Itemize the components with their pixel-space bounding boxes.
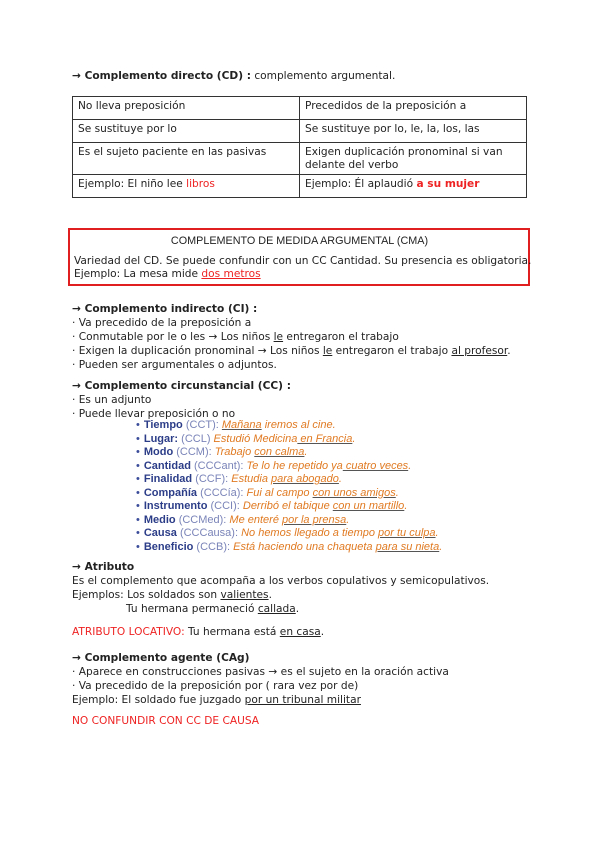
atributo-underlined: callada	[257, 602, 296, 615]
list-item	[136, 433, 536, 447]
cma-line-1: Variedad del CD. Se puede confundir con un CC Cantidad. Su presencia es obligatoria.	[74, 255, 532, 268]
list-item	[136, 473, 536, 487]
cma-body	[74, 255, 532, 281]
atributo-locativo-text: Tu hermana está	[184, 626, 280, 638]
table-cell: Es el sujeto paciente en las pasivas	[73, 143, 300, 175]
cc-example: Fui al campo	[246, 486, 313, 499]
cc-type-name: Cantidad	[143, 459, 191, 472]
cc-example: .	[435, 527, 439, 539]
cc-type-name: Modo	[143, 446, 174, 458]
table-cell-example	[73, 175, 300, 198]
bullet-icon: •	[136, 459, 140, 472]
cc-type-abbr: (CCCía):	[197, 486, 247, 499]
ci-underlined: le	[322, 344, 333, 357]
atributo-line-1: Es el complemento que acompaña a los verbos copulativos y semicopulativos.	[72, 574, 490, 587]
cag-line-2: · Va precedido de la preposición por ( rara vez por de)	[72, 679, 359, 692]
ci-section	[72, 303, 542, 373]
cc-type-name: Compañía	[143, 486, 198, 499]
cma-example-highlight: dos metros	[201, 268, 261, 281]
ci-line-4: · Pueden ser argumentales o adjuntos.	[72, 358, 277, 371]
cc-example-underlined: para su nieta	[375, 540, 440, 553]
cc-example-underlined: con calma	[254, 446, 305, 458]
atributo-text: .	[295, 602, 300, 615]
cc-example: Trabajo	[214, 446, 255, 458]
cc-type-abbr: (CCL)	[178, 432, 214, 445]
example-prefix: Ejemplo: Él aplaudió	[305, 178, 417, 191]
table-cell: Se sustituye por lo, le, la, los, las	[300, 120, 527, 143]
cc-example-underlined: por la prensa	[282, 513, 347, 526]
ci-text: entregaron el trabajo	[332, 344, 452, 357]
cag-line-3	[72, 694, 542, 708]
cd-heading	[72, 70, 542, 84]
cc-example-underlined: Mañana	[221, 419, 262, 431]
cc-type-name: Beneficio	[143, 540, 194, 553]
cc-example-underlined: por tu culpa	[378, 527, 436, 539]
atributo-locativo-underlined: en casa	[279, 626, 321, 638]
table-row	[73, 175, 527, 198]
ci-line-2	[72, 331, 542, 345]
cma-line-2	[74, 268, 525, 281]
cc-heading: → Complemento circunstancial (CC) :	[72, 380, 291, 392]
cc-type-abbr: (CCCausa):	[176, 527, 242, 539]
bullet-icon: •	[136, 473, 140, 485]
cc-example-underlined: para abogado	[271, 473, 339, 485]
bullet-icon: •	[136, 432, 140, 445]
atributo-text: .	[268, 588, 272, 601]
cag-section	[72, 652, 542, 708]
bullet-icon: •	[136, 486, 140, 499]
list-item	[136, 460, 536, 474]
cc-example: .	[304, 446, 308, 458]
table-cell-example	[300, 175, 527, 198]
table-row	[73, 120, 527, 143]
bullet-icon: •	[136, 540, 140, 553]
atributo-locativo-text: .	[320, 626, 325, 638]
cc-example: .	[404, 500, 408, 512]
cc-type-name: Tiempo	[143, 419, 183, 431]
cc-type-name: Lugar:	[143, 432, 179, 445]
atributo-line-3	[72, 603, 542, 617]
table-row	[73, 97, 527, 120]
cc-example: No hemos llegado a tiempo	[241, 527, 379, 539]
atributo-text: Ejemplos: Los soldados son	[72, 588, 221, 601]
atributo-heading: → Atributo	[72, 561, 135, 573]
cc-example: Estudió Medicina	[213, 432, 298, 445]
atributo-section	[72, 561, 542, 617]
cag-line-1: · Aparece en construcciones pasivas → es el sujeto en la oración activa	[72, 665, 449, 678]
ci-text: .	[507, 344, 511, 357]
cc-example: .	[338, 473, 342, 485]
list-item	[136, 527, 536, 541]
cc-type-abbr: (CCT):	[182, 419, 222, 431]
cc-example: .	[346, 513, 350, 526]
ci-text: entregaron el trabajo	[283, 330, 399, 343]
cc-types-list	[136, 419, 536, 554]
cc-example-underlined: cuatro veces	[342, 459, 409, 472]
atributo-locativo	[72, 626, 542, 640]
table-cell: Precedidos de la preposición a	[300, 97, 527, 120]
cc-type-name: Medio	[143, 513, 176, 526]
cc-type-abbr: (CCI):	[207, 500, 243, 512]
atributo-line-2	[72, 589, 542, 603]
cag-warning: NO CONFUNDIR CON CC DE CAUSA	[72, 715, 260, 727]
cc-section	[72, 380, 542, 422]
bullet-icon: •	[136, 500, 140, 512]
cc-example: Está haciendo una chaqueta	[233, 540, 376, 553]
ci-line-3	[72, 345, 542, 359]
ci-line-1: · Va precedido de la preposición a	[72, 316, 252, 329]
list-item	[136, 487, 536, 501]
cc-example: .	[408, 459, 412, 472]
cc-type-abbr: (CCMed):	[175, 513, 230, 526]
table-cell: No lleva preposición	[73, 97, 300, 120]
cc-type-abbr: (CCM):	[173, 446, 215, 458]
list-item	[136, 446, 536, 460]
example-highlight: a su mujer	[416, 178, 480, 191]
cag-underlined: por un tribunal militar	[244, 693, 361, 706]
cc-type-name: Finalidad	[143, 473, 193, 485]
ci-underlined: le	[273, 330, 284, 343]
cc-type-abbr: (CCCant):	[190, 459, 247, 472]
cc-example-underlined: con unos amigos	[312, 486, 396, 499]
cd-heading-rest: complemento argumental.	[250, 70, 396, 82]
table-row	[73, 143, 527, 175]
cc-type-name: Causa	[143, 527, 177, 539]
cc-type-abbr: (CCB):	[193, 540, 234, 553]
cma-title: COMPLEMENTO DE MEDIDA ARGUMENTAL (CMA)	[170, 235, 429, 247]
ci-text: · Conmutable por le o les → Los niños	[72, 330, 274, 343]
atributo-underlined: valientes	[220, 588, 269, 601]
cc-example: Te lo he repetido ya	[246, 459, 343, 472]
list-item	[136, 514, 536, 528]
atributo-locativo-label: ATRIBUTO LOCATIVO:	[72, 626, 185, 638]
example-prefix: Ejemplo: El niño lee	[78, 178, 187, 191]
cd-heading-bold: → Complemento directo (CD) :	[72, 70, 251, 82]
list-item	[136, 541, 536, 555]
cc-line-2: · Puede llevar preposición o no	[72, 407, 236, 420]
cma-box	[68, 228, 530, 286]
cc-line-1: · Es un adjunto	[72, 393, 152, 406]
example-highlight: libros	[186, 178, 215, 191]
cd-comparison-table	[72, 96, 527, 198]
ci-heading: → Complemento indirecto (CI) :	[72, 303, 258, 315]
atributo-text: Tu hermana permaneció	[126, 602, 258, 615]
table-cell: Exigen duplicación pronominal si van delante del verbo	[300, 143, 527, 175]
cag-heading: → Complemento agente (CAg)	[72, 652, 250, 664]
ci-text: · Exigen la duplicación pronominal → Los niños	[72, 344, 323, 357]
cc-example: .	[439, 540, 443, 553]
cc-example: Estudia	[231, 473, 271, 485]
bullet-icon: •	[136, 419, 140, 431]
cc-example: Me enteré	[229, 513, 283, 526]
cc-example: .	[352, 432, 356, 445]
cc-example: .	[395, 486, 399, 499]
cc-type-abbr: (CCF):	[192, 473, 232, 485]
cma-example-prefix: Ejemplo: La mesa mide	[74, 268, 202, 281]
cc-example: Derribó el tabique	[242, 500, 333, 512]
list-item	[136, 500, 536, 514]
cc-type-name: Instrumento	[143, 500, 208, 512]
ci-underlined: al profesor	[451, 344, 508, 357]
cc-example: iremos al cine.	[261, 419, 336, 431]
table-cell: Se sustituye por lo	[73, 120, 300, 143]
list-item	[136, 419, 536, 433]
bullet-icon: •	[136, 446, 140, 458]
cag-text: Ejemplo: El soldado fue juzgado	[72, 693, 245, 706]
cc-example-underlined: con un martillo	[332, 500, 405, 512]
bullet-icon: •	[136, 513, 140, 526]
cc-example-underlined: en Francia	[297, 432, 353, 445]
bullet-icon: •	[136, 527, 140, 539]
